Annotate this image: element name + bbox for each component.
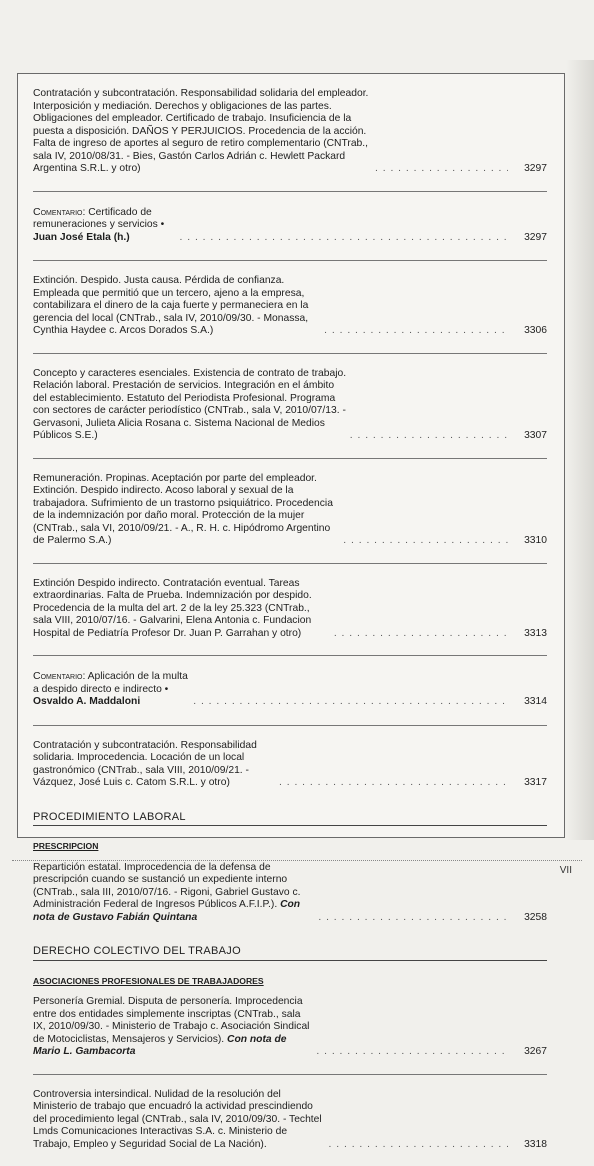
bullet: • <box>160 219 165 230</box>
entry-text: Remuneración. Propinas. Aceptación por parte del empleador. Extinción. Despido indirecto. Acoso laboral y sexual de la trabajadora. Sufrimiento de un trastorno psiquiátrico. Procedencia de la indemnización por daño moral. Protección de la mujer (CNTrab., sala VI, 2010/09/21. - A., R. H. c. Hipódromo Argentino de Palermo S.A.) <box>33 472 333 546</box>
index-entry <box>33 473 547 548</box>
page-number: 3313 <box>524 627 547 639</box>
comment-entry <box>33 670 547 709</box>
entry-divider <box>33 260 547 261</box>
entry-divider <box>33 655 547 656</box>
entry-divider <box>33 563 547 564</box>
footer-rule <box>12 860 582 861</box>
comment-entry <box>33 206 547 245</box>
section-subheading: PRESCRIPCION <box>33 841 99 851</box>
index-entry <box>33 368 547 443</box>
entry-text: Controversia intersindical. Nulidad de la resolución del Ministerio de trabajo que encuadró la actividad prescindiendo del procedimiento legal (CNTrab., sala IV, 2010/09/30. - Techtel Lmds Comunicaciones Interactivas S.A. c. Ministerio de Trabajo, Empleo y Seguridad Social de La Nación). <box>33 1088 322 1150</box>
entry-text: Repartición estatal. Improcedencia de la defensa de prescripción cuando se sustanció un expediente interno (CNTrab., sala III, 2010/07/16. - Rigoni, Gabriel Gustavo c. Administración Federal de Ingresos Públicos A.F.I.P.). <box>33 861 301 910</box>
section-heading: DERECHO COLECTIVO DEL TRABAJO <box>33 945 547 961</box>
leader-dots <box>279 777 508 790</box>
page-number: 3297 <box>524 163 547 174</box>
entry-note: Con nota de Gustavo Fabián Quintana <box>33 899 301 923</box>
section-heading: PROCEDIMIENTO LABORAL <box>33 811 547 827</box>
entry-divider <box>33 458 547 459</box>
entry-divider <box>33 725 547 726</box>
index-entry <box>33 1089 547 1152</box>
page-edge-shadow <box>566 60 594 840</box>
leader-dots <box>318 912 508 925</box>
comment-author: Osvaldo A. Maddaloni <box>33 696 141 707</box>
page-number: 3297 <box>524 231 547 243</box>
entry-divider <box>33 1074 547 1075</box>
leader-dots <box>334 628 508 641</box>
entry-text: Contratación y subcontratación. Responsabilidad solidaria del empleador. Interposición y mediación. Derechos y obligaciones de las partes. Obligaciones del empleador. Certificado de trabajo. Insuficiencia de la puesta a disposición. DAÑOS Y PERJUICIOS. Procedencia de la acción. Falta de ingreso de aportes al seguro de retiro complementario (CNTrab., sala IV, 2010/08/31. - Bies, Gastón Carlos Adrián c. Hewlett Packard Argentina S.R.L. y otro) <box>33 88 369 174</box>
page-number: 3318 <box>524 1138 547 1150</box>
leader-dots <box>324 325 508 338</box>
index-entry <box>33 996 547 1059</box>
entry-text: Extinción. Despido. Justa causa. Pérdida de confianza. Empleada que permitió que un tercero, ajeno a la empresa, contabilizara el dinero de la caja fuerte y permaneciera en la gerencia del local (CNTrab., sala IV, 2010/09/30. - Monassa, Cynthia Haydee c. Arcos Dorados S.A.) <box>33 275 309 336</box>
entry-divider <box>33 191 547 192</box>
bullet: • <box>164 683 169 695</box>
leader-dots <box>375 163 508 176</box>
entry-divider <box>33 353 547 354</box>
page-number: 3267 <box>524 1046 547 1057</box>
page-folio: VII <box>559 865 572 876</box>
leader-dots <box>316 1046 508 1059</box>
page-number: 3310 <box>524 535 547 546</box>
index-entry <box>33 88 547 176</box>
comment-text: Aplicación de la multa a despido directo e indirecto <box>33 671 188 695</box>
leader-dots <box>193 696 508 709</box>
comment-text: Certificado de remuneraciones y servicios <box>33 206 158 230</box>
section-subheading: ASOCIACIONES PROFESIONALES DE TRABAJADORES <box>33 975 264 986</box>
entry-text: Extinción Despido indirecto. Contratación eventual. Tareas extraordinarias. Falta de Prueba. Indemnización por despido. Procedencia de la multa del art. 2 de la ley 25.323 (CNTrab., sala VIII, 2010/07/16. - Galvarini, Elena Antonia c. Fundacion Hospital de Pediatría Profesor Dr. Juan P. Garrahan y otro) <box>33 577 312 639</box>
page-number: 3317 <box>524 777 547 788</box>
comment-label: Comentario: <box>33 205 86 218</box>
index-content <box>33 88 547 1166</box>
comment-author: Juan José Etala (h.) <box>33 231 130 243</box>
page-number: 3314 <box>524 696 547 707</box>
index-entry <box>33 275 547 338</box>
entry-text: Personería Gremial. Disputa de personería. Improcedencia entre dos entidades simplemente inscriptas (CNTrab., sala IX, 2010/09/30. - Ministerio de Trabajo c. Asociación Sindical de Motociclistas, Mensajeros y Servicios). <box>33 996 310 1045</box>
entry-note: Con nota de Mario L. Gambacorta <box>33 1033 287 1057</box>
entry-text: Concepto y caracteres esenciales. Existencia de contrato de trabajo. Relación laboral. Prestación de servicios. Integración en el ámbito del establecimiento. Estatuto del Periodista Profesional. Programa con sectores de carácter periodístico (CNTrab., sala V, 2010/07/13. - Gervasoni, Julieta Alicia Rosana c. Sistema Nacional de Medios Públicos S.E.) <box>33 367 347 441</box>
leader-dots <box>343 535 508 548</box>
index-entry <box>33 862 547 925</box>
leader-dots <box>329 1139 508 1152</box>
comment-label: Comentario: <box>33 670 86 682</box>
index-entry <box>33 740 547 790</box>
index-entry <box>33 578 547 641</box>
page-number: 3307 <box>524 430 547 441</box>
entry-text: Contratación y subcontratación. Responsabilidad solidaria. Improcedencia. Locación de un local gastronómico (CNTrab., sala VIII, 2010/09/21. - Vázquez, José Luis c. Catom S.R.L. y otro) <box>33 739 257 788</box>
page-number: 3306 <box>524 325 547 336</box>
page-number: 3258 <box>524 911 547 923</box>
leader-dots <box>180 232 509 245</box>
leader-dots <box>350 430 508 443</box>
